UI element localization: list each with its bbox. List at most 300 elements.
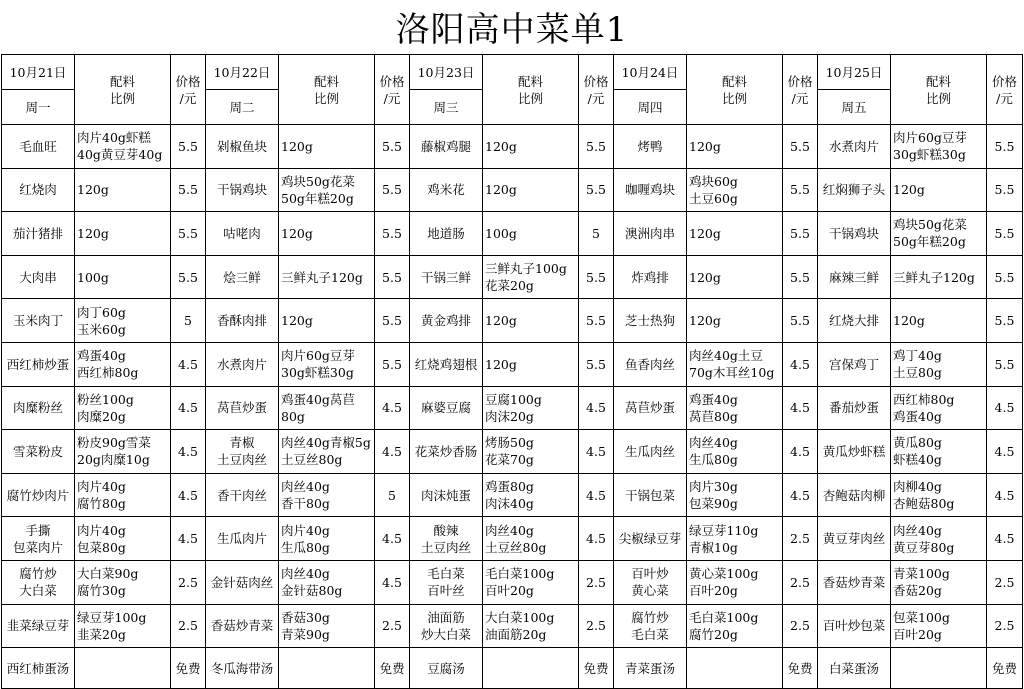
weekday-cell: 周五 <box>818 90 891 125</box>
dish-cell <box>410 560 483 604</box>
ingredients-cell <box>279 430 375 474</box>
menu-row <box>2 125 1023 169</box>
dish-cell <box>614 212 687 256</box>
ingredient-line: 三鲜丸子100g <box>485 261 567 277</box>
dish-name: 手撕 <box>25 522 51 538</box>
ingredient-line: 肉片40g <box>281 522 330 538</box>
ingredient-line: 肉柳40g <box>893 479 942 495</box>
weekly-menu-table <box>1 54 1023 689</box>
ingredients-header-line: 配料 <box>313 73 339 89</box>
dish-name: 藤椒鸡腿 <box>420 138 471 154</box>
ingredient-line: 花菜20g <box>485 278 534 294</box>
ingredient-line: 肉沫40g <box>485 496 534 512</box>
ingredient-line: 鸡丁40g <box>893 348 942 364</box>
dish-name: 烩三鲜 <box>223 269 261 285</box>
dish-name: 咕咾肉 <box>223 225 261 241</box>
ingredient-line: 青菜90g <box>281 626 330 642</box>
ingredient-line: 肉沫20g <box>485 408 534 424</box>
price-header <box>579 55 614 125</box>
dish-name: 青椒 <box>229 435 255 451</box>
price-cell: 4.5 <box>375 386 410 430</box>
price-cell: 4.5 <box>783 473 818 517</box>
ingredients-cell <box>687 604 783 648</box>
ingredients-cell <box>687 212 783 256</box>
ingredients-cell <box>483 560 579 604</box>
dish-name: 百叶丝 <box>427 583 465 599</box>
price-cell: 5.5 <box>783 255 818 299</box>
dish-cell <box>410 342 483 386</box>
ingredients-cell <box>279 125 375 169</box>
dish-name: 黄金鸡排 <box>420 313 471 329</box>
ingredient-line: 粉皮90g雪菜 <box>77 435 151 451</box>
dish-name: 茄汁猪排 <box>12 225 63 241</box>
ingredients-cell <box>279 168 375 212</box>
dish-name: 澳洲肉串 <box>624 225 675 241</box>
ingredients-cell <box>75 517 171 561</box>
ingredient-line: 韭菜20g <box>77 626 126 642</box>
soup-ingredients-cell <box>75 648 171 689</box>
dish-cell <box>2 604 75 648</box>
ingredient-line: 20g肉糜10g <box>77 452 150 468</box>
ingredients-cell <box>75 168 171 212</box>
ingredients-cell <box>891 255 987 299</box>
dish-cell <box>2 168 75 212</box>
dish-cell <box>818 168 891 212</box>
dish-cell <box>818 517 891 561</box>
price-header <box>375 55 410 125</box>
ingredient-line: 烤肠50g <box>485 435 534 451</box>
soup-price-cell: 免费 <box>171 648 206 689</box>
dish-name: 麻婆豆腐 <box>420 400 471 416</box>
price-cell: 5.5 <box>987 342 1023 386</box>
dish-cell <box>614 517 687 561</box>
dish-cell <box>410 430 483 474</box>
ingredient-line: 油面筋20g <box>485 626 547 642</box>
ingredients-header <box>687 55 783 125</box>
price-cell: 5.5 <box>783 299 818 343</box>
ingredient-line: 豆腐100g <box>485 391 542 407</box>
ingredient-line: 绿豆芽100g <box>77 609 147 625</box>
dish-cell <box>410 604 483 648</box>
ingredient-line: 西红柿80g <box>77 365 139 381</box>
dish-name: 鸡米花 <box>427 182 465 198</box>
price-cell: 4.5 <box>987 430 1023 474</box>
price-cell: 5.5 <box>783 212 818 256</box>
ingredient-line: 120g <box>77 225 109 241</box>
price-cell: 2.5 <box>171 604 206 648</box>
price-cell: 4.5 <box>987 386 1023 430</box>
dish-name: 腐竹炒 <box>631 609 669 625</box>
dish-name: 玉米肉丁 <box>12 313 63 329</box>
ingredients-header <box>75 55 171 125</box>
ingredients-cell <box>483 473 579 517</box>
ingredients-cell <box>891 342 987 386</box>
price-cell: 2.5 <box>987 560 1023 604</box>
price-cell: 5.5 <box>783 168 818 212</box>
price-cell: 2.5 <box>171 560 206 604</box>
dish-cell <box>206 212 279 256</box>
weekday-cell: 周三 <box>410 90 483 125</box>
dish-name: 香菇炒青菜 <box>210 618 274 634</box>
price-header <box>987 55 1023 125</box>
price-cell: 4.5 <box>579 386 614 430</box>
ingredient-line: 肉片40g虾糕 <box>77 130 151 146</box>
ingredient-line: 120g <box>689 138 721 154</box>
price-cell: 5.5 <box>375 168 410 212</box>
ingredient-line: 百叶20g <box>485 583 534 599</box>
ingredients-cell <box>483 255 579 299</box>
ingredient-line: 花菜70g <box>485 452 534 468</box>
dish-cell <box>614 430 687 474</box>
dish-cell <box>818 473 891 517</box>
ingredients-cell <box>483 125 579 169</box>
price-cell: 5.5 <box>783 125 818 169</box>
price-cell: 5.5 <box>579 342 614 386</box>
ingredient-line: 肉片60g豆芽 <box>281 348 355 364</box>
ingredient-line: 120g <box>689 269 721 285</box>
ingredient-line: 金针菇80g <box>281 583 343 599</box>
ingredient-line: 120g <box>485 356 517 372</box>
dish-cell <box>206 168 279 212</box>
menu-title: 洛阳高中菜单1 <box>395 10 629 50</box>
dish-cell <box>206 342 279 386</box>
dish-cell <box>2 517 75 561</box>
soup-price-cell: 免费 <box>987 648 1023 689</box>
ingredients-cell <box>687 168 783 212</box>
dish-cell <box>614 560 687 604</box>
price-cell: 5.5 <box>579 125 614 169</box>
ingredients-header-line: 配料 <box>517 73 543 89</box>
ingredient-line: 莴苣80g <box>689 408 738 424</box>
ingredient-line: 70g木耳丝10g <box>689 365 775 381</box>
price-header-line: 价格 <box>175 73 201 89</box>
ingredient-line: 腐竹20g <box>689 626 738 642</box>
dish-cell <box>410 168 483 212</box>
ingredient-line: 百叶20g <box>893 626 942 642</box>
dish-cell <box>818 386 891 430</box>
ingredient-line: 肉丝40g <box>281 479 330 495</box>
dish-name: 花菜炒香肠 <box>414 443 478 459</box>
price-cell: 4.5 <box>375 430 410 474</box>
ingredients-cell <box>891 168 987 212</box>
ingredients-header-line: 比例 <box>721 90 747 106</box>
dish-name: 酸辣 <box>433 522 459 538</box>
ingredients-cell <box>483 342 579 386</box>
dish-name: 土豆肉丝 <box>420 539 471 555</box>
price-cell: 2.5 <box>579 560 614 604</box>
soup-price-cell: 免费 <box>375 648 410 689</box>
ingredients-header-line: 比例 <box>109 90 135 106</box>
ingredient-line: 土豆60g <box>689 190 738 206</box>
dish-name: 烤鸭 <box>637 138 663 154</box>
ingredient-line: 黄瓜80g <box>893 435 942 451</box>
ingredient-line: 毛白菜100g <box>689 609 759 625</box>
dish-name: 杏鲍菇肉柳 <box>822 487 886 503</box>
dish-cell <box>2 560 75 604</box>
ingredients-cell <box>75 473 171 517</box>
soup-price-cell: 免费 <box>579 648 614 689</box>
ingredient-line: 鸡蛋40g莴苣 <box>281 391 355 407</box>
dish-name: 雪菜粉皮 <box>12 443 63 459</box>
price-cell: 4.5 <box>783 386 818 430</box>
soup-ingredients-cell <box>891 648 987 689</box>
dish-name: 剁椒鱼块 <box>216 138 267 154</box>
dish-name: 地道肠 <box>427 225 465 241</box>
ingredients-cell <box>75 299 171 343</box>
dish-name: 毛白菜 <box>631 626 669 642</box>
ingredient-line: 肉丝40g青椒5g <box>281 435 371 451</box>
price-cell: 4.5 <box>783 430 818 474</box>
dish-name: 香干肉丝 <box>216 487 267 503</box>
ingredient-line: 120g <box>281 138 313 154</box>
dish-name: 肉糜粉丝 <box>12 400 63 416</box>
dish-name: 西红柿炒蛋 <box>6 356 70 372</box>
price-cell: 5 <box>171 299 206 343</box>
dish-cell <box>614 604 687 648</box>
soup-name-cell: 青菜蛋汤 <box>614 648 687 689</box>
ingredient-line: 鸡蛋40g <box>893 408 942 424</box>
ingredients-cell <box>891 517 987 561</box>
dish-name: 百叶炒 <box>631 566 669 582</box>
soup-ingredients-cell <box>483 648 579 689</box>
ingredient-line: 120g <box>281 313 313 329</box>
ingredient-line: 腐竹30g <box>77 583 126 599</box>
dish-name: 干锅包菜 <box>624 487 675 503</box>
ingredient-line: 香菇20g <box>893 583 942 599</box>
ingredients-cell <box>75 125 171 169</box>
ingredients-cell <box>75 212 171 256</box>
menu-row <box>2 473 1023 517</box>
ingredient-line: 120g <box>689 313 721 329</box>
price-cell: 5.5 <box>579 255 614 299</box>
ingredients-header-line: 比例 <box>925 90 951 106</box>
ingredients-cell <box>279 386 375 430</box>
ingredients-cell <box>483 299 579 343</box>
ingredient-line: 鸡蛋40g <box>689 391 738 407</box>
soup-name-cell: 冬瓜海带汤 <box>206 648 279 689</box>
ingredient-line: 120g <box>281 225 313 241</box>
dish-cell <box>614 342 687 386</box>
ingredients-cell <box>687 125 783 169</box>
ingredient-line: 100g <box>77 269 109 285</box>
dish-cell <box>614 255 687 299</box>
ingredient-line: 生瓜80g <box>689 452 738 468</box>
price-cell: 4.5 <box>579 517 614 561</box>
ingredients-cell <box>75 560 171 604</box>
price-cell: 2.5 <box>783 604 818 648</box>
price-header-line: /元 <box>791 90 809 106</box>
dish-cell <box>206 560 279 604</box>
price-cell: 4.5 <box>375 560 410 604</box>
dish-name: 水煮肉片 <box>828 138 879 154</box>
ingredient-line: 土豆丝80g <box>281 452 343 468</box>
menu-row <box>2 517 1023 561</box>
dish-name: 鱼香肉丝 <box>624 356 675 372</box>
ingredient-line: 鸡块50g花菜 <box>893 217 967 233</box>
dish-name: 红烧鸡翅根 <box>414 356 478 372</box>
ingredients-cell <box>687 299 783 343</box>
ingredients-cell <box>75 342 171 386</box>
dish-name: 生瓜肉丝 <box>624 443 675 459</box>
ingredient-line: 毛白菜100g <box>485 566 555 582</box>
ingredient-line: 鸡块50g花菜 <box>281 173 355 189</box>
price-header <box>783 55 818 125</box>
dish-name: 百叶炒包菜 <box>822 618 886 634</box>
dish-cell <box>206 386 279 430</box>
price-header-line: /元 <box>179 90 197 106</box>
dish-name: 油面筋 <box>427 609 465 625</box>
soup-row <box>2 648 1023 689</box>
price-header-line: 价格 <box>583 73 609 89</box>
dish-cell <box>818 212 891 256</box>
price-cell: 5.5 <box>375 342 410 386</box>
price-cell: 5.5 <box>375 212 410 256</box>
menu-row <box>2 560 1023 604</box>
dish-cell <box>206 125 279 169</box>
ingredients-header <box>279 55 375 125</box>
ingredient-line: 120g <box>689 225 721 241</box>
ingredient-line: 青菜100g <box>893 566 950 582</box>
ingredients-cell <box>279 255 375 299</box>
ingredients-cell <box>75 430 171 474</box>
dish-name: 麻辣三鲜 <box>828 269 879 285</box>
ingredient-line: 三鲜丸子120g <box>281 269 363 285</box>
dish-name: 大肉串 <box>19 269 57 285</box>
ingredients-cell <box>75 255 171 299</box>
dish-cell <box>2 125 75 169</box>
ingredient-line: 30g虾糕30g <box>893 147 966 163</box>
date-cell: 10月24日 <box>614 55 687 90</box>
ingredient-line: 包菜80g <box>77 539 126 555</box>
price-cell: 2.5 <box>783 517 818 561</box>
dish-name: 芝士热狗 <box>624 313 675 329</box>
ingredients-header <box>483 55 579 125</box>
price-cell: 5.5 <box>375 299 410 343</box>
price-cell: 5.5 <box>579 299 614 343</box>
dish-name: 红烧大排 <box>828 313 879 329</box>
dish-name: 腐竹炒 <box>19 566 57 582</box>
dish-name: 黄豆芽肉丝 <box>822 531 886 547</box>
dish-cell <box>410 255 483 299</box>
ingredient-line: 肉丝40g <box>689 435 738 451</box>
menu-row <box>2 299 1023 343</box>
dish-name: 干锅鸡块 <box>828 225 879 241</box>
ingredient-line: 50g年糕20g <box>893 234 966 250</box>
dish-name: 莴苣炒蛋 <box>216 400 267 416</box>
ingredient-line: 肉丝40g土豆 <box>689 348 763 364</box>
dish-cell <box>206 255 279 299</box>
ingredient-line: 三鲜丸子120g <box>893 269 975 285</box>
menu-row <box>2 342 1023 386</box>
ingredients-cell <box>75 604 171 648</box>
price-cell: 5.5 <box>171 255 206 299</box>
weekday-cell: 周一 <box>2 90 75 125</box>
price-cell: 2.5 <box>579 604 614 648</box>
ingredient-line: 绿豆芽110g <box>689 522 759 538</box>
ingredients-cell <box>687 430 783 474</box>
price-cell: 5.5 <box>987 168 1023 212</box>
ingredient-line: 土豆80g <box>893 365 942 381</box>
price-cell: 4.5 <box>171 342 206 386</box>
price-cell: 4.5 <box>171 430 206 474</box>
ingredient-line: 肉丝40g <box>893 522 942 538</box>
ingredients-cell <box>687 342 783 386</box>
ingredients-cell <box>483 212 579 256</box>
dish-name: 腐竹炒肉片 <box>6 487 70 503</box>
dish-cell <box>410 299 483 343</box>
dish-name: 干锅三鲜 <box>420 269 471 285</box>
ingredients-cell <box>891 604 987 648</box>
ingredient-line: 鸡蛋80g <box>485 479 534 495</box>
ingredient-line: 青椒10g <box>689 539 738 555</box>
ingredient-line: 40g黄豆芽40g <box>77 147 163 163</box>
ingredients-cell <box>891 212 987 256</box>
ingredient-line: 包菜90g <box>689 496 738 512</box>
dish-name: 香酥肉排 <box>216 313 267 329</box>
ingredients-cell <box>891 299 987 343</box>
dish-name: 生瓜肉片 <box>216 531 267 547</box>
weekday-cell: 周四 <box>614 90 687 125</box>
price-cell: 5.5 <box>171 212 206 256</box>
ingredients-cell <box>687 560 783 604</box>
dish-cell <box>2 212 75 256</box>
price-cell: 2.5 <box>783 560 818 604</box>
ingredient-line: 腐竹80g <box>77 496 126 512</box>
dish-name: 莴苣炒蛋 <box>624 400 675 416</box>
ingredient-line: 黄心菜100g <box>689 566 759 582</box>
soup-name-cell: 西红柿蛋汤 <box>2 648 75 689</box>
dish-cell <box>2 386 75 430</box>
soup-ingredients-cell <box>687 648 783 689</box>
ingredients-cell <box>891 560 987 604</box>
dish-name: 香菇炒青菜 <box>822 574 886 590</box>
dish-cell <box>818 604 891 648</box>
soup-name-cell: 白菜蛋汤 <box>818 648 891 689</box>
dish-cell <box>2 299 75 343</box>
soup-name-cell: 豆腐汤 <box>410 648 483 689</box>
ingredient-line: 100g <box>485 225 517 241</box>
dish-name: 毛血旺 <box>19 138 57 154</box>
dish-name: 毛白菜 <box>427 566 465 582</box>
dish-name: 咖喱鸡块 <box>624 182 675 198</box>
date-cell: 10月21日 <box>2 55 75 90</box>
dish-cell <box>818 342 891 386</box>
date-cell: 10月22日 <box>206 55 279 90</box>
dish-name: 宫保鸡丁 <box>828 356 879 372</box>
dish-name: 大白菜 <box>19 583 57 599</box>
ingredients-cell <box>687 517 783 561</box>
ingredients-header <box>891 55 987 125</box>
price-header-line: /元 <box>996 90 1013 106</box>
dish-cell <box>614 386 687 430</box>
ingredients-cell <box>279 604 375 648</box>
price-cell: 5.5 <box>375 255 410 299</box>
ingredient-line: 80g <box>281 408 305 424</box>
dish-cell <box>614 168 687 212</box>
price-cell: 4.5 <box>987 473 1023 517</box>
ingredient-line: 虾糕40g <box>893 452 942 468</box>
price-cell: 4.5 <box>171 473 206 517</box>
ingredients-cell <box>279 342 375 386</box>
menu-row <box>2 430 1023 474</box>
price-cell: 4.5 <box>171 517 206 561</box>
ingredient-line: 包菜100g <box>893 609 950 625</box>
dish-cell <box>410 517 483 561</box>
ingredients-header-line: 配料 <box>109 73 135 89</box>
ingredients-header-line: 配料 <box>925 73 951 89</box>
dish-cell <box>2 255 75 299</box>
ingredients-cell <box>75 386 171 430</box>
